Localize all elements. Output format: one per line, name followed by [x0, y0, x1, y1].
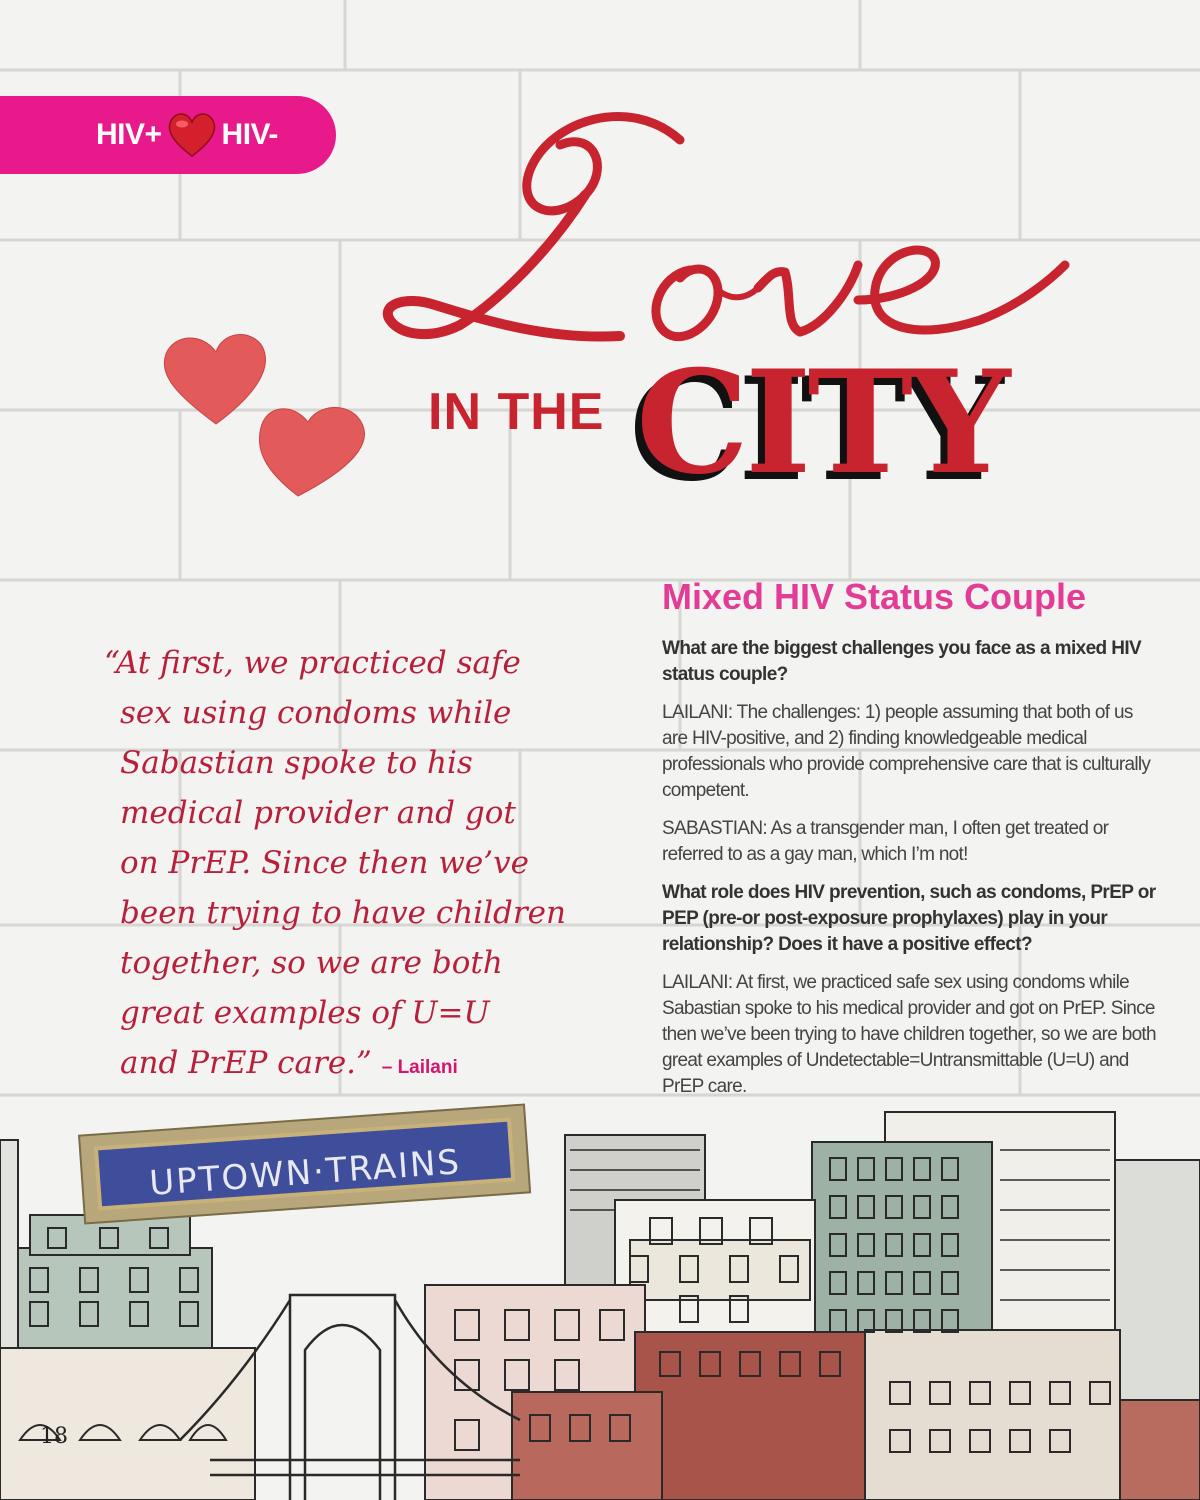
quote-line: together, so we are both	[120, 945, 503, 981]
title-in-the: IN THE	[428, 383, 605, 441]
page-number: 18	[40, 1424, 68, 1449]
pull-quote	[104, 638, 574, 1093]
quote-line: been trying to have children	[120, 895, 566, 931]
hiv-status-tag	[0, 96, 336, 174]
article-heading: Mixed HIV Status Couple	[662, 576, 1087, 617]
answer-text: As a transgender man, I often get treated or referred to as a gay man, which I’m not!	[662, 818, 1109, 865]
paper-hearts-decoration	[158, 320, 378, 500]
answer-1	[662, 700, 1162, 804]
hiv-negative-label: HIV-	[221, 118, 278, 151]
quote-line: medical provider and got	[120, 795, 516, 831]
quote-line: sex using condoms while	[120, 695, 512, 731]
question-2: What role does HIV prevention, such as condoms, PrEP or PEP (pre-or post-exposure prophylaxes) play in your relationship? Does it have a positive effect?	[662, 882, 1156, 955]
speaker-label: LAILANI:	[662, 702, 733, 723]
answer-2	[662, 816, 1162, 868]
answer-text: The challenges: 1) people assuming that both of us are HIV-positive, and 2) finding knowledgeable medical professionals who provide comprehensive care that is culturally competent.	[662, 702, 1151, 801]
quote-line: great examples of U=U	[120, 995, 490, 1031]
quote-line: on PrEP. Since then we’ve	[120, 845, 529, 881]
quote-attribution: – Lailani	[381, 1057, 458, 1078]
hiv-positive-label: HIV+	[96, 118, 162, 151]
heart-icon	[166, 110, 218, 160]
answer-text: At first, we practiced safe sex using condoms while Sabastian spoke to his medical provider and got on PrEP. Since then we’ve been trying to have children together, so we are both great examples of Undetectable=Untransmittable (U=U) and PrEP care.	[662, 972, 1156, 1097]
interview-article	[662, 576, 1162, 1112]
quote-line: and PrEP care.”	[120, 1045, 372, 1081]
subway-sign-text: UPTOWN·TRAINS	[148, 1142, 463, 1204]
city-skyline-illustration	[0, 1090, 1200, 1500]
speaker-label: LAILANI:	[662, 972, 733, 993]
quote-line: Sabastian spoke to his	[120, 745, 473, 781]
love-script-title	[380, 100, 1100, 360]
answer-3	[662, 970, 1162, 1100]
question-1: What are the biggest challenges you face as a mixed HIV status couple?	[662, 638, 1142, 685]
title-city: CITY	[636, 340, 1007, 506]
quote-line: “At first, we practiced safe	[104, 645, 521, 681]
speaker-label: SABASTIAN:	[662, 818, 767, 839]
